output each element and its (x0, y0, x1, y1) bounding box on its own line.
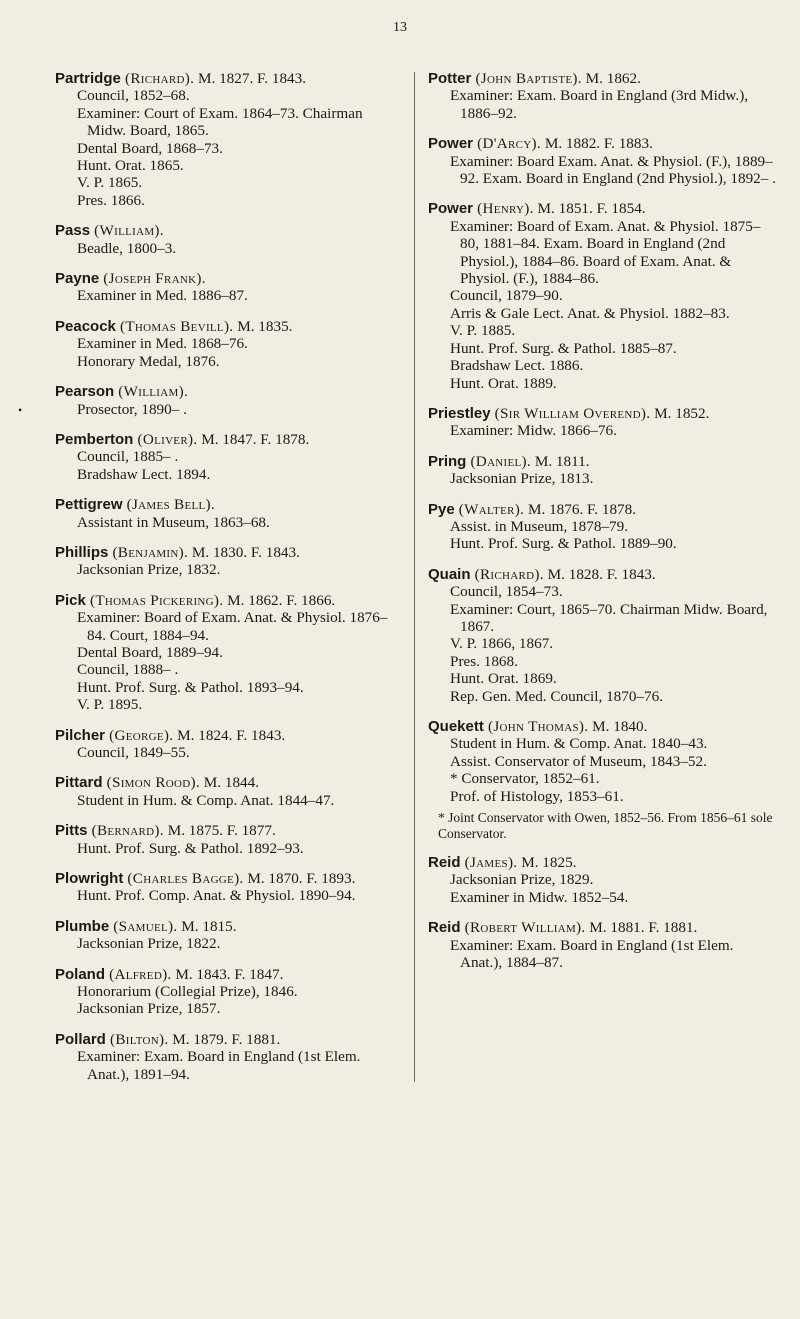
biography-entry (55, 431, 405, 483)
entry-heading (55, 70, 405, 87)
entry-given-name: (Simon Rood). (102, 774, 200, 792)
entry-dates: M. 1881. F. 1881. (585, 919, 698, 937)
biography-entry (55, 544, 405, 579)
entry-detail: V. P. 1895. (77, 696, 143, 714)
biography-entry (55, 270, 405, 305)
entry-heading (428, 919, 778, 936)
entry-heading (55, 918, 405, 935)
entry-detail: Bradshaw Lect. 1886. (450, 357, 584, 375)
entry-detail: Examiner: Court of Exam. 1864–73. Chairman Midw. Board, 1865. (77, 104, 363, 140)
entry-given-name: (Richard). (120, 70, 195, 87)
entry-detail: Council, 1854–73. (450, 583, 563, 601)
entry-surname: Reid (428, 854, 461, 872)
entry-detail: Jacksonian Prize, 1857. (77, 1000, 221, 1018)
entry-surname: Pearson (55, 383, 115, 401)
entry-heading (428, 405, 778, 422)
entry-given-name: (Samuel). (109, 917, 178, 935)
entry-heading (55, 270, 405, 287)
entry-detail: Hunt. Prof. Surg. & Pathol. 1889–90. (450, 535, 677, 553)
biography-entry (55, 727, 405, 762)
entry-detail: Student in Hum. & Comp. Anat. 1840–43. (450, 735, 708, 753)
entry-surname: Plumbe (55, 917, 110, 935)
entry-given-name: (William). (90, 222, 164, 240)
entry-detail: Hunt. Prof. Surg. & Pathol. 1892–93. (77, 839, 304, 857)
entry-heading (428, 135, 778, 152)
entry-heading (428, 453, 778, 470)
entry-heading (55, 222, 405, 239)
entry-heading (428, 566, 778, 583)
biography-entry (428, 919, 778, 971)
entry-detail: Honorarium (Collegial Prize), 1846. (77, 983, 298, 1001)
entry-detail: Honorary Medal, 1876. (77, 352, 220, 370)
biography-entry (428, 453, 778, 488)
right-column (428, 70, 778, 984)
entry-surname: Pilcher (55, 726, 106, 744)
entry-detail: Council, 1885– . (77, 448, 179, 466)
entry-detail: Council, 1888– . (77, 661, 179, 679)
entry-heading (428, 200, 778, 217)
entry-dates: M. 1852. (650, 404, 710, 422)
entry-given-name: (Bernard). (87, 822, 164, 840)
entry-heading (55, 1031, 405, 1048)
entry-detail: V. P. 1885. (450, 322, 516, 340)
biography-entry (428, 718, 778, 805)
entry-detail: Jacksonian Prize, 1829. (450, 871, 594, 889)
entry-detail: Examiner: Exam. Board in England (1st Elem. Anat.), 1884–87. (450, 936, 734, 972)
entry-detail: Assist. in Museum, 1878–79. (450, 517, 629, 535)
biography-entry (428, 501, 778, 553)
entry-surname: Power (428, 135, 474, 153)
entry-dates: M. 1879. F. 1881. (168, 1030, 281, 1048)
entry-surname: Power (428, 200, 474, 218)
entry-surname: Pye (428, 500, 455, 518)
entry-detail: Jacksonian Prize, 1813. (450, 470, 594, 488)
entry-detail: Examiner: Exam. Board in England (3rd Midw.), 1886–92. (450, 87, 749, 122)
entry-given-name: (D'Arcy). (473, 135, 542, 153)
entry-heading (55, 592, 405, 609)
entry-heading (55, 870, 405, 887)
entry-surname: Partridge (55, 70, 121, 87)
entry-surname: Pollard (55, 1030, 106, 1048)
column-divider (414, 72, 415, 1082)
biography-entry (428, 200, 778, 391)
entry-detail: Council, 1852–68. (77, 87, 190, 105)
biography-entry (428, 135, 778, 187)
biography-entry (55, 966, 405, 1018)
entry-detail: Pres. 1866. (77, 191, 145, 209)
entry-dates: M. 1843. F. 1847. (171, 965, 284, 983)
entry-dates: M. 1851. F. 1854. (533, 200, 646, 218)
entry-given-name: (Richard). (470, 565, 544, 583)
entry-detail: Council, 1849–55. (77, 744, 190, 761)
entry-detail: Examiner in Midw. 1852–54. (450, 888, 629, 906)
entry-given-name: (James). (460, 854, 518, 872)
entry-given-name: (Henry). (473, 200, 534, 218)
entry-given-name: (John Thomas). (483, 718, 589, 735)
entry-detail: V. P. 1865. (77, 174, 143, 192)
entry-dates: M. 1825. (517, 854, 577, 872)
entry-heading (428, 501, 778, 518)
biography-entry (55, 318, 405, 370)
entry-given-name: (Daniel). (466, 452, 532, 470)
entry-dates: M. 1862. (581, 70, 641, 87)
entry-heading (55, 774, 405, 791)
entry-surname: Pass (55, 222, 91, 240)
entry-heading (428, 718, 778, 735)
entry-given-name: (Walter). (454, 500, 525, 518)
entry-heading (55, 966, 405, 983)
entry-given-name: (Thomas Pickering). (85, 591, 224, 609)
entry-detail: Dental Board, 1868–73. (77, 139, 223, 157)
entry-detail: Examiner in Med. 1886–87. (77, 287, 248, 305)
entry-heading (55, 383, 405, 400)
entry-surname: Phillips (55, 543, 109, 561)
entry-detail: Examiner: Midw. 1866–76. (450, 422, 617, 440)
entry-detail: Examiner: Exam. Board in England (1st Elem. Anat.), 1891–94. (77, 1048, 361, 1083)
page-number: 13 (393, 20, 407, 35)
entry-detail: Student in Hum. & Comp. Anat. 1844–47. (77, 791, 335, 809)
entry-detail: Hunt. Orat. 1889. (450, 374, 557, 392)
entry-detail: Hunt. Orat. 1865. (77, 157, 184, 175)
entry-heading (55, 544, 405, 561)
entry-surname: Pick (55, 591, 86, 609)
biography-entry (55, 70, 405, 209)
biography-entry (428, 854, 778, 906)
entry-surname: Potter (428, 70, 472, 87)
biography-entry (55, 383, 405, 418)
entry-dates: M. 1835. (233, 317, 293, 335)
entry-dates: M. 1882. F. 1883. (541, 135, 653, 153)
entry-given-name: (George). (105, 726, 174, 744)
entry-dates: M. 1824. F. 1843. (173, 726, 286, 744)
entry-given-name: (William). (114, 383, 189, 401)
entry-detail: Examiner: Board of Exam. Anat. & Physiol. 1875–80, 1881–84. Exam. Board in England (2nd Physiol.), 1884–86. Board of Exam. Anat. & Physiol. (F.), 1884–86. (450, 217, 761, 288)
entry-detail: Examiner: Board of Exam. Anat. & Physiol. 1876–84. Court, 1884–94. (77, 609, 388, 644)
biography-entry (55, 496, 405, 531)
biography-entry (55, 774, 405, 809)
entry-dates: M. 1876. F. 1878. (524, 500, 637, 518)
biography-entry (55, 822, 405, 857)
entry-detail: Prosector, 1890– . (77, 400, 187, 418)
footnote: * Joint Conservator with Owen, 1852–56. From 1856–61 sole Conservator. (438, 810, 773, 841)
biography-entry (55, 592, 405, 714)
biography-entry (428, 566, 778, 705)
entry-given-name: (James Bell). (122, 496, 215, 514)
entry-given-name: (Alfred). (105, 965, 172, 983)
entry-surname: Pring (428, 452, 467, 470)
entry-surname: Reid (428, 919, 461, 937)
biography-entry (55, 222, 405, 257)
entry-dates: M. 1862. F. 1866. (223, 591, 336, 609)
entry-heading (55, 496, 405, 513)
entry-detail: Rep. Gen. Med. Council, 1870–76. (450, 687, 664, 705)
entry-surname: Pemberton (55, 430, 134, 448)
entry-heading (55, 318, 405, 335)
entry-dates: M. 1870. F. 1893. (243, 870, 356, 888)
entry-detail: Jacksonian Prize, 1822. (77, 935, 221, 953)
entry-detail: Council, 1879–90. (450, 287, 563, 305)
entry-dates: M. 1827. F. 1843. (194, 70, 307, 87)
entry-surname: Peacock (55, 317, 116, 335)
entry-surname: Plowright (55, 870, 124, 888)
entry-detail: Hunt. Orat. 1869. (450, 670, 557, 688)
left-column (55, 70, 405, 1096)
entry-dates: M. 1847. F. 1878. (197, 430, 310, 448)
entry-dates: M. 1811. (531, 452, 590, 470)
entry-detail: Dental Board, 1889–94. (77, 643, 223, 661)
entry-dates: M. 1840. (588, 718, 648, 735)
entry-surname: Pittard (55, 774, 103, 792)
biography-entry (55, 1031, 405, 1083)
entry-given-name: (Sir William Overend). (490, 404, 651, 422)
entry-detail: V. P. 1866, 1867. (450, 635, 554, 653)
entry-given-name: (Robert William). (460, 919, 586, 937)
entry-detail: Examiner in Med. 1868–76. (77, 335, 248, 353)
entry-heading (428, 70, 778, 87)
entry-given-name: (Oliver). (133, 430, 198, 448)
entry-detail: Prof. of Histology, 1853–61. (450, 787, 624, 805)
entry-heading (428, 854, 778, 871)
entry-detail: Assistant in Museum, 1863–68. (77, 513, 270, 531)
entry-heading (55, 822, 405, 839)
entry-detail: Examiner: Court, 1865–70. Chairman Midw. Board, 1867. (450, 600, 768, 635)
entry-dates: M. 1844. (199, 774, 260, 792)
margin-mark: • (18, 403, 23, 417)
entry-given-name: (Thomas Bevill). (115, 317, 234, 335)
entry-surname: Payne (55, 270, 100, 288)
entry-surname: Quekett (428, 718, 484, 735)
entry-detail: Examiner: Board Exam. Anat. & Physiol. (F.), 1889–92. Exam. Board in England (2nd Physiol.), 1892– . (450, 152, 776, 188)
biography-entry (428, 405, 778, 440)
entry-dates: M. 1875. F. 1877. (163, 822, 276, 840)
entry-detail: Assist. Conservator of Museum, 1843–52. (450, 752, 707, 770)
entry-given-name: (Benjamin). (108, 543, 189, 561)
entry-given-name: (Bilton). (105, 1030, 169, 1048)
entry-heading (55, 431, 405, 448)
entry-detail: * Conservator, 1852–61. (450, 770, 600, 788)
entry-detail: Arris & Gale Lect. Anat. & Physiol. 1882–83. (450, 304, 730, 322)
entry-given-name: (Joseph Frank). (99, 270, 206, 288)
entry-dates: M. 1815. (177, 917, 237, 935)
entry-detail: Beadle, 1800–3. (77, 239, 177, 257)
biography-entry (55, 870, 405, 905)
entry-surname: Pitts (55, 822, 88, 840)
biography-entry (428, 70, 778, 122)
entry-detail: Jacksonian Prize, 1832. (77, 561, 221, 579)
biography-entry (55, 918, 405, 953)
entry-surname: Priestley (428, 404, 491, 422)
entry-surname: Poland (55, 965, 106, 983)
entry-surname: Pettigrew (55, 496, 123, 514)
entry-detail: Bradshaw Lect. 1894. (77, 465, 211, 483)
entry-detail: Hunt. Prof. Surg. & Pathol. 1885–87. (450, 339, 677, 357)
entry-detail: Hunt. Prof. Comp. Anat. & Physiol. 1890–94. (77, 887, 356, 905)
entry-given-name: (Charles Bagge). (123, 870, 244, 888)
entry-dates: M. 1828. F. 1843. (543, 565, 656, 583)
entry-detail: Pres. 1868. (450, 652, 518, 670)
entry-heading (55, 727, 405, 744)
entry-dates: M. 1830. F. 1843. (188, 543, 300, 561)
entry-given-name: (John Baptiste). (471, 70, 582, 87)
entry-surname: Quain (428, 565, 471, 583)
entry-detail: Hunt. Prof. Surg. & Pathol. 1893–94. (77, 678, 304, 696)
